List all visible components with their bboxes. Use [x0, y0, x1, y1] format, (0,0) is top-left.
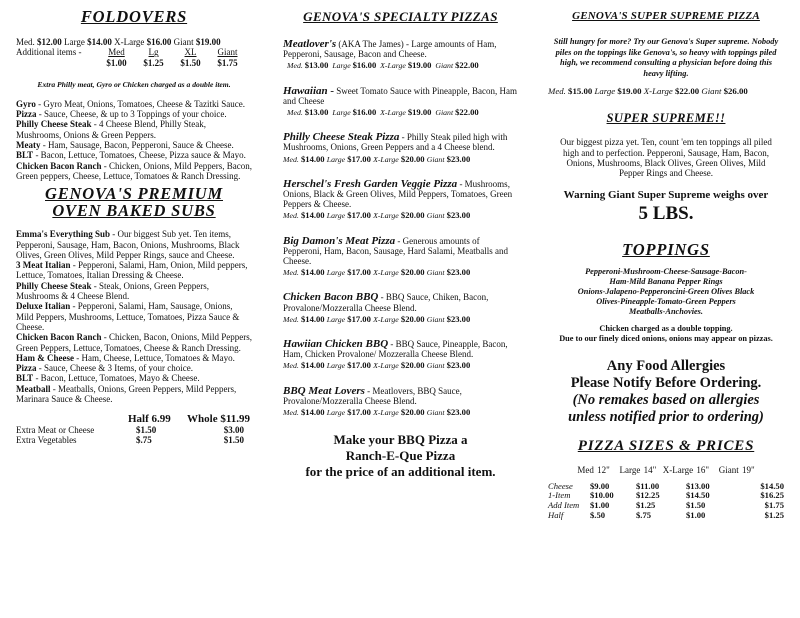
foldovers-title: FOLDOVERS: [80, 7, 188, 26]
list-item: Philly Cheese Steak - 4 Cheese Blend, Philly Steak, Mushrooms, Onions & Green Peppers.: [16, 119, 206, 140]
foldovers-list: [16, 99, 252, 181]
warning-line: Warning Giant Super Supreme weighs over: [563, 189, 769, 202]
toppings-notes: Chicken charged as a double topping. Due to our finely diced onions, onions may appear on pizzas.: [559, 324, 773, 344]
subs-price-table: Half 6.99 Whole $11.99 Extra Meat or Cheese $1.50 $3.00 Extra Vegetables $.75 $1.50: [16, 413, 250, 445]
size-headers: Med 12" Large 14" X-Large 16" Giant 19": [577, 465, 755, 476]
list-item: Emma's Everything Sub - Our biggest Sub yet. Ten items, Pepperoni, Sausage, Ham, Bacon, Onions, Mushrooms, Black Olives, Green Olives, Mild Pepper Rings, sauce and Cheese.: [16, 229, 240, 260]
foldovers-note: Extra Philly meat, Gyro or Chicken charged as a double item.: [37, 79, 231, 89]
specialty-title: GENOVA'S SPECIALTY PIZZAS: [303, 9, 498, 24]
list-item: Deluxe Italian - Pepperoni, Salami, Ham, Sausage, Onions, Mild Peppers, Mushrooms, Lettuce, Tomatoes, Pizza Sauce & Cheese.: [16, 301, 240, 332]
pizza-item: Meatlover's (AKA The James) - Large amounts of Ham, Pepperoni, Sausage, Bacon and Cheese. Med. $13.00 Large $16.00 X-Large $19.00 Giant $22.00: [283, 38, 497, 71]
list-item: Ham & Cheese - Ham, Cheese, Lettuce, Tomatoes & Mayo.: [16, 352, 235, 363]
toppings-list: Pepperoni-Mushroom-Cheese-Sausage-Bacon- Ham-Mild Banana Pepper Rings Onions-Jalapeno-Pepperoncini-Green Olives Black Olives-Pineapple-Tomato-Green Peppers Meatballs-Anchovies.: [577, 267, 755, 317]
pizza-item: Philly Cheese Steak Pizza - Philly Steak piled high with Mushrooms, Onions, Green Peppers and a 4 Cheese blend. Med. $14.00 Large $17.00 X-Large $20.00 Giant $23.00: [283, 131, 508, 164]
list-item: Pizza - Sauce, Cheese & 3 Items, of your choice.: [16, 363, 193, 374]
super-supreme-desc: Still hungry for more? Try our Genova's Super supreme. Nobody piles on the toppings like Genova's, so heavy with toppings piled high, we recommend consulting a physician before doing this heavy lifting.: [553, 37, 779, 78]
list-item: 3 Meat Italian - Pepperoni, Salami, Ham, Onion, Mild peppers, Lettuce, Tomatoes, Italian Dressing & Cheese.: [16, 260, 248, 281]
foldovers-additional-table: Additional items - Med Lg XL Giant $1.00 $1.25 $1.50 $1.75: [16, 47, 238, 68]
list-item: Meaty - Ham, Sausage, Bacon, Pepperoni, Sauce & Cheese.: [16, 140, 234, 151]
warning-weight: 5 LBS.: [638, 203, 694, 225]
table-row: Extra Meat or Cheese $1.50 $3.00: [16, 424, 244, 435]
pizza-item: Hawaiian - Sweet Tomato Sauce with Pineapple, Bacon, Ham and Cheese Med. $13.00 Large $16.00 X-Large $19.00 Giant $22.00: [283, 84, 517, 118]
supreme-title: SUPER SUPREME!!: [606, 111, 726, 126]
sizes-title: PIZZA SIZES & PRICES: [577, 438, 755, 455]
pizza-item: Herschel's Fresh Garden Veggie Pizza - Mushrooms, Onions, Black & Green Olives, Mild Peppers, Tomatoes, Green Peppers & Cheese. Med. $14.00 Large $17.00 X-Large $20.00 Giant $23.00: [283, 177, 513, 221]
subs-title: GENOVA'S PREMIUM OVEN BAKED SUBS: [45, 184, 223, 221]
foldovers-sizes-line: Med. $12.00 Large $14.00 X-Large $16.00 Giant $19.00: [16, 37, 221, 47]
list-item: BLT - Bacon, Lettuce, Tomatoes, Cheese, Pizza sauce & Mayo.: [16, 150, 246, 161]
table-row: 1-Item $10.00 $12.25 $14.50 $16.25: [548, 490, 784, 501]
list-item: Meatball - Meatballs, Onions, Green Peppers, Mild Peppers, Marinara Sauce & Cheese.: [16, 383, 237, 405]
super-supreme-title: GENOVA'S SUPER SUPREME PIZZA: [572, 10, 760, 22]
toppings-title: TOPPINGS: [622, 240, 710, 260]
list-item: Chicken Bacon Ranch - Chicken, Bacon, Onions, Mild Peppers, Green Peppers, Lettuce, Tomatoes, Cheese & Ranch Dressing.: [16, 332, 252, 353]
table-row: Extra Vegetables $.75 $1.50: [16, 434, 244, 445]
pizza-item: BBQ Meat Lovers - Meatlovers, BBQ Sauce, Provalone/Mozzeralla Cheese Blend. Med. $14.00 Large $17.00 X-Large $20.00 Giant $23.00: [283, 384, 471, 418]
allergy-notice: Any Food Allergies Please Notify Before Ordering. (No remakes based on allergies unless notified prior to ordering): [568, 358, 764, 426]
list-item: Philly Cheese Steak - Steak, Onions, Green Peppers, Mushrooms & 4 Cheese Blend.: [16, 280, 209, 302]
table-row: Half $.50 $.75 $1.00 $1.25: [548, 509, 784, 520]
pizza-item: Chicken Bacon BBQ - BBQ Sauce, Chiken, Bacon, Provalone/Mozzeralla Cheese Blend. Med. $14.00 Large $17.00 X-Large $20.00 Giant $23.00: [283, 291, 489, 324]
supreme-desc: Our biggest pizza yet. Ten, count 'em ten toppings all piled high and to perfection. Pepperoni, Sausage, Ham, Bacon, Onions, Mushrooms, Black Olives, Green Olives, Mild Pepper Rings and Cheese.: [560, 137, 772, 179]
table-row: Cheese $9.00 $11.00 $13.00 $14.50: [548, 480, 784, 491]
list-item: Gyro - Gyro Meat, Onions, Tomatoes, Cheese & Tazitki Sauce.: [16, 98, 245, 109]
list-item: BLT - Bacon, Lettuce, Tomatoes, Mayo & Cheese.: [16, 373, 200, 384]
column-foldovers-subs: [16, 8, 252, 445]
list-item: Chicken Bacon Ranch - Chicken, Onions, Mild Peppers, Bacon, Green peppers, Cheese, Lettuce, Tomatoes & Ranch Dressing.: [16, 160, 252, 181]
bbq-promo: Make your BBQ Pizza a Ranch-E-Que Pizza for the price of an additional item.: [305, 432, 496, 480]
list-item: Pizza - Sauce, Cheese, & up to 3 Toppings of your choice.: [16, 109, 227, 120]
column-supreme-toppings-sizes: [548, 8, 784, 520]
column-specialty-pizzas: [283, 8, 518, 480]
super-supreme-prices: Med. $15.00 Large $19.00 X-Large $22.00 Giant $26.00: [548, 86, 748, 96]
pizza-item: Hawiian Chicken BBQ - BBQ Sauce, Pineapple, Bacon, Ham, Chicken Provalone/ Mozzeralla Cheese Blend. Med. $14.00 Large $17.00 X-Large $20.00 Giant $23.00: [283, 338, 508, 371]
sizes-price-table: [548, 482, 784, 520]
table-row: Add Item $1.00 $1.25 $1.50 $1.75: [548, 499, 784, 510]
pizza-item: Big Damon's Meat Pizza - Generous amounts of Pepperoni, Ham, Bacon, Sausage, Hard Salami, Meatballs and Cheese. Med. $14.00 Large $17.00 X-Large $20.00 Giant $23.00: [283, 234, 508, 278]
subs-list: [16, 229, 252, 404]
